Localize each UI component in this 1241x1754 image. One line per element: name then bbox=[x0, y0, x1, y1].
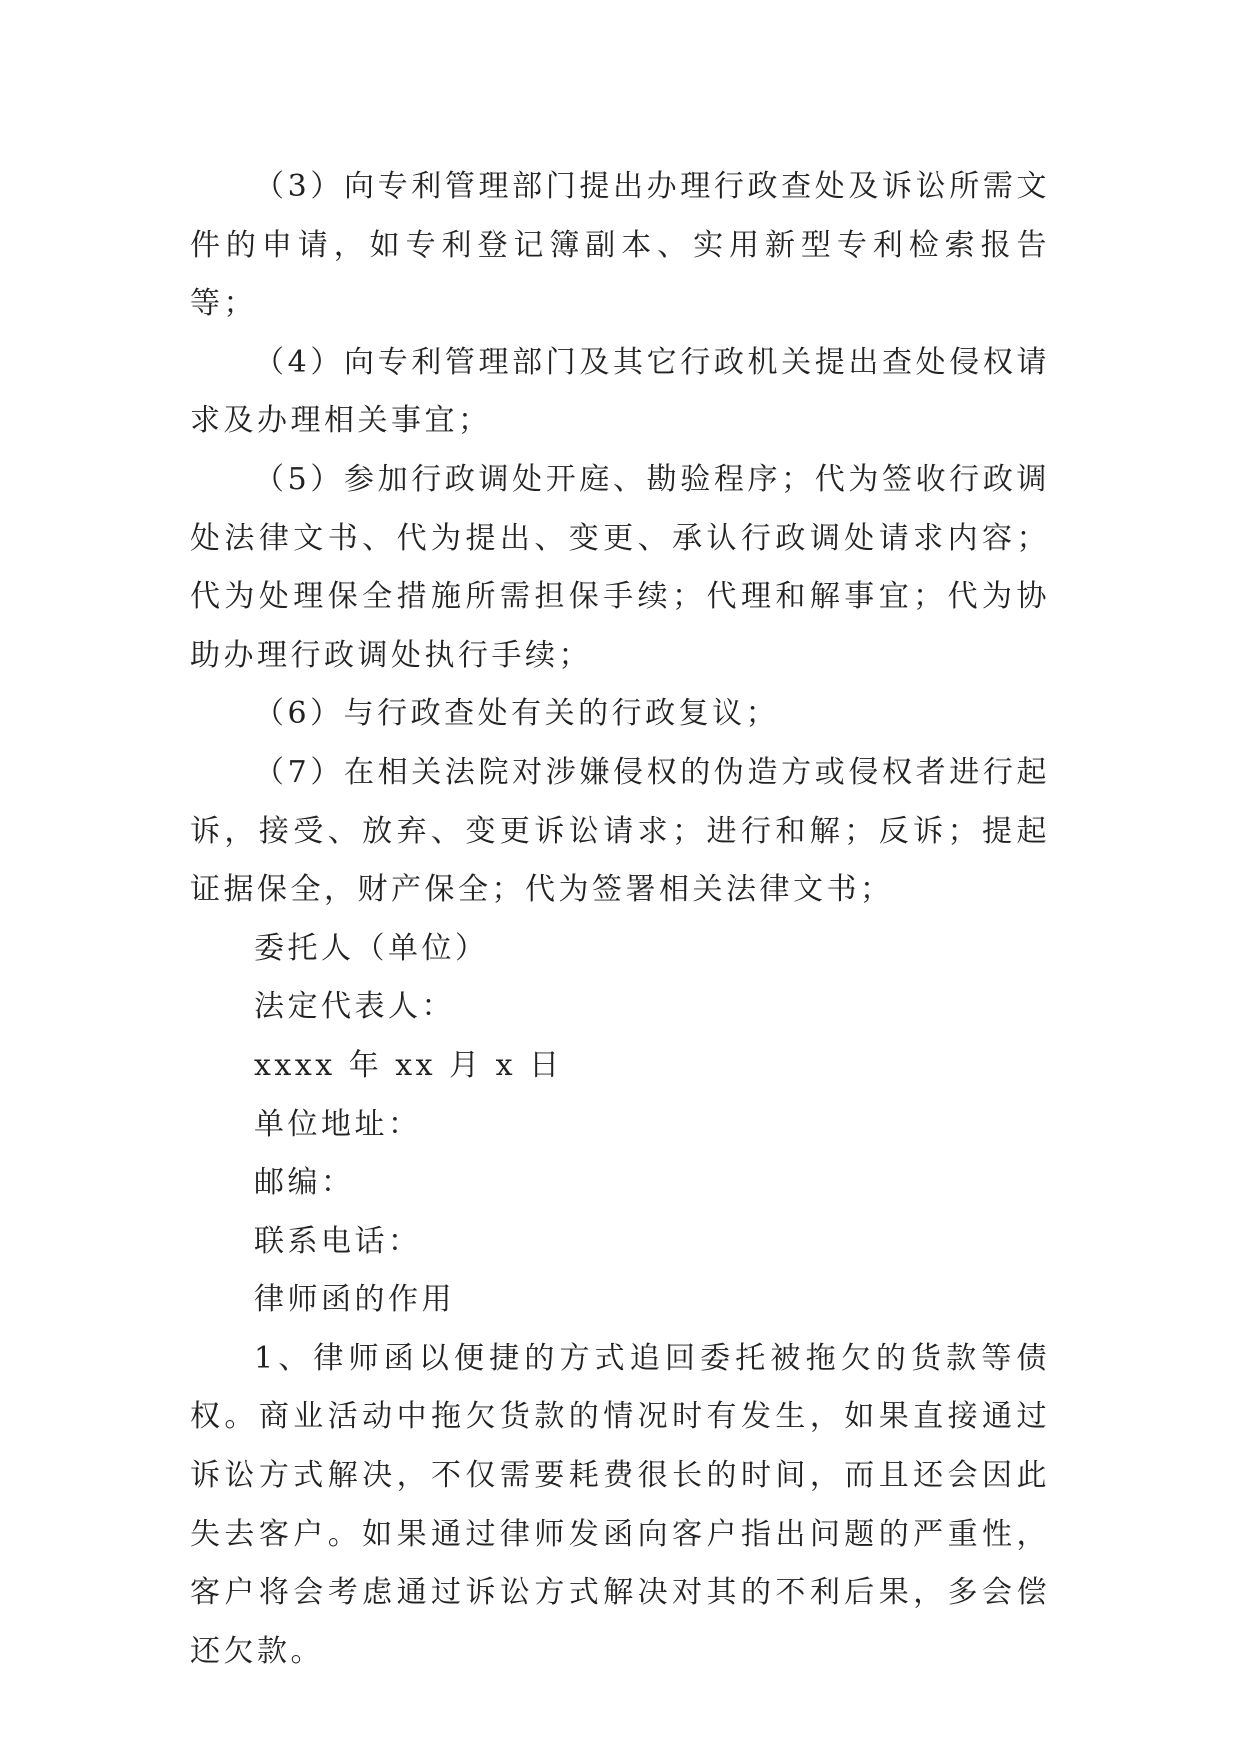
paragraph-item-3: （3）向专利管理部门提出办理行政查处及诉讼所需文件的申请，如专利登记簿副本、实用新型专利检索报告等； bbox=[190, 169, 1050, 322]
document-body bbox=[190, 158, 1050, 1681]
address-line: 单位地址： bbox=[254, 1106, 422, 1142]
section-heading: 律师函的作用 bbox=[254, 1282, 455, 1318]
date-line: xxxx 年 xx 月 x 日 bbox=[254, 1047, 563, 1083]
purpose-paragraph-1: 1、律师函以便捷的方式追回委托被拖欠的货款等债权。商业活动中拖欠货款的情况时有发生，如果直接通过诉讼方式解决，不仅需要耗费很长的时间，而且还会因此失去客户。如果通过律师发函向客户指出问题的严重性，客户将会考虑通过诉讼方式解决对其的不利后果，多会偿还欠款。 bbox=[190, 1340, 1050, 1669]
phone-line: 联系电话： bbox=[254, 1223, 422, 1259]
paragraph-item-4: （4）向专利管理部门及其它行政机关提出查处侵权请求及办理相关事宜； bbox=[190, 344, 1050, 439]
legal-representative-line: 法定代表人： bbox=[254, 989, 455, 1025]
paragraph-item-6: （6）与行政查处有关的行政复议； bbox=[254, 696, 780, 732]
paragraph-item-7: （7）在相关法院对涉嫌侵权的伪造方或侵权者进行起诉，接受、放弃、变更诉讼请求；进行和解；反诉；提起证据保全，财产保全；代为签署相关法律文书； bbox=[190, 754, 1050, 908]
principal-line: 委托人（单位） bbox=[254, 930, 489, 966]
paragraph-item-5: （5）参加行政调处开庭、勘验程序；代为签收行政调处法律文书、代为提出、变更、承认行政调处请求内容；代为处理保全措施所需担保手续；代理和解事宜；代为协助办理行政调处执行手续； bbox=[190, 461, 1050, 673]
postcode-line: 邮编： bbox=[254, 1165, 355, 1201]
